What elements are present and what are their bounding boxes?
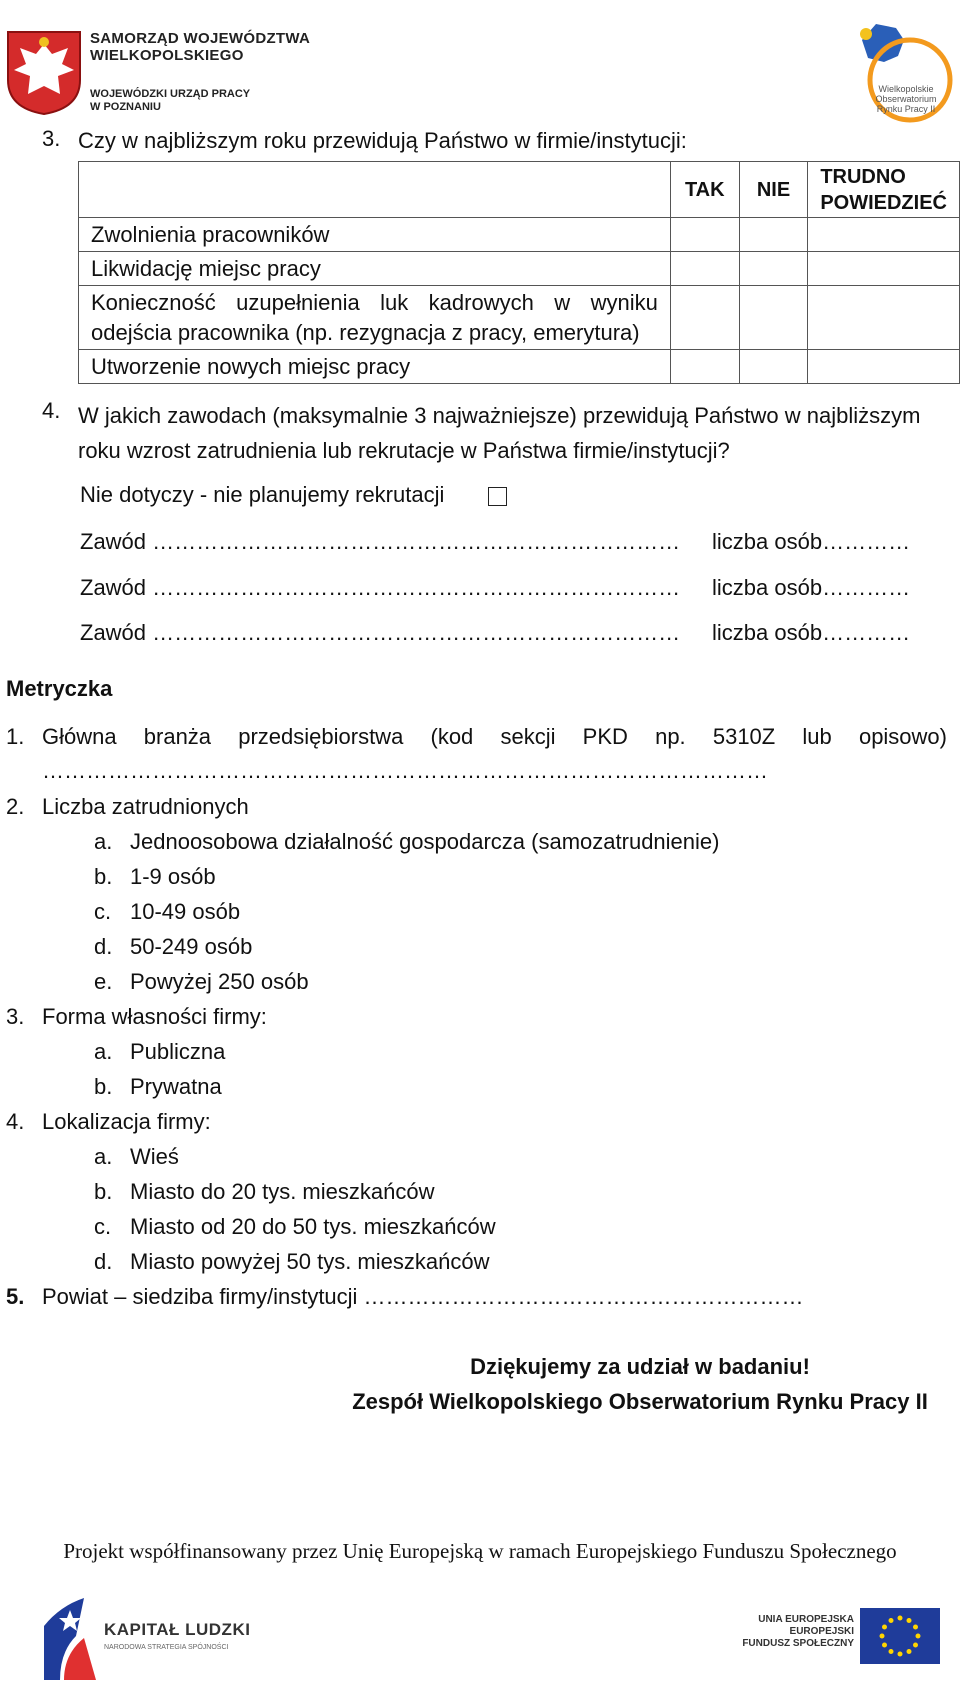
q3-col-nie: NIE [739,162,808,218]
q3-row [79,252,960,286]
logo-left-line1: SAMORZĄD WOJEWÓDZTWA [90,30,311,47]
q3-number: 3. [42,126,61,151]
option-label[interactable]: Wieś [130,1144,179,1169]
footer-cofinancing-note: Projekt współfinansowany przez Unię Europejską w ramach Europejskiego Funduszu Społecznego [63,1539,897,1563]
q3-cell-tak[interactable] [670,252,739,286]
meta-item-text: Forma własności firmy: [42,1004,267,1029]
q4-question-line2: roku wzrost zatrudnienia lub rekrutacje w Państwa firmie/instytucji? [78,438,730,463]
q3-cell-tak[interactable] [670,286,739,350]
q4-count-field[interactable]: liczba osób………… [712,575,911,600]
eu-flag-icon [860,1608,940,1664]
option-letter: d. [94,1249,113,1274]
q4-number: 4. [42,398,61,423]
logo-right-text [856,84,956,114]
option-label[interactable]: 50-249 osób [130,934,253,959]
option-letter: b. [94,1074,113,1099]
option-label[interactable]: 10-49 osób [130,899,241,924]
logo-left-line2: WIELKOPOLSKIEGO [90,47,244,64]
q4-not-applicable-checkbox[interactable] [488,487,507,506]
q3-row-label: Konieczność uzupełnienia luk kadrowych w wyniku odejścia pracownika (np. rezygnacja z pracy, emerytura) [79,286,671,350]
q4-occupation-field[interactable]: Zawód ……………………………………………………………… [80,620,681,645]
eu-text-line3: FUNDUSZ SPOŁECZNY [742,1638,854,1649]
option-letter: a. [94,1039,113,1064]
option-label[interactable]: Miasto do 20 tys. mieszkańców [130,1179,435,1204]
option-label[interactable]: Miasto od 20 do 50 tys. mieszkańców [130,1214,496,1239]
option-label[interactable]: Prywatna [130,1074,222,1099]
option-letter: b. [94,864,113,889]
meta-item-text[interactable]: Powiat – siedziba firmy/instytucji …………………………………………………… [42,1284,804,1309]
q4-question-line1: W jakich zawodach (maksymalnie 3 najważniejsze) przewidują Państwo w najbliższym [78,403,921,428]
kapital-ludzki-logo [40,1596,100,1680]
closing-team: Zespół Wielkopolskiego Obserwatorium Rynku Pracy II [352,1389,928,1414]
logo-left-title [90,30,310,64]
meta-item-number: 2. [6,794,25,819]
q3-row-label: Likwidację miejsc pracy [79,252,671,286]
q3-cell-nie[interactable] [739,252,808,286]
meta-item-blank-line[interactable]: ……………………………………………………………………………………… [42,758,768,783]
option-letter: d. [94,934,113,959]
q3-cell-tak[interactable] [670,350,739,384]
option-letter: e. [94,969,113,994]
option-label[interactable]: Miasto powyżej 50 tys. mieszkańców [130,1249,490,1274]
q3-cell-nie[interactable] [739,350,808,384]
eu-logo-text [742,1614,854,1650]
q4-count-field[interactable]: liczba osób………… [712,620,911,645]
meta-item-number: 4. [6,1109,25,1134]
q4-question [78,398,920,468]
logo-left-sub1: WOJEWÓDZKI URZĄD PRACY [90,88,251,100]
q3-question: Czy w najbliższym roku przewidują Państwo w firmie/instytucji: [78,128,687,153]
q4-occupation-field[interactable]: Zawód ……………………………………………………………… [80,529,681,554]
q4-occupation-field[interactable]: Zawód ……………………………………………………………… [80,575,681,600]
meta-item-text: Liczba zatrudnionych [42,794,249,819]
meta-item-number: 3. [6,1004,25,1029]
eu-flag [860,1608,940,1664]
kapital-ludzki-text: KAPITAŁ LUDZKI [104,1620,251,1639]
kapital-ludzki-subtext: NARODOWA STRATEGIA SPÓJNOŚCI [104,1644,229,1651]
option-letter: c. [94,899,112,924]
q3-cell-trudno[interactable] [808,286,960,350]
option-letter: a. [94,829,113,854]
q3-header-row [79,162,960,218]
q3-row [79,218,960,252]
q3-cell-trudno[interactable] [808,252,960,286]
option-label[interactable]: 1-9 osób [130,864,216,889]
kapital-ludzki-icon [40,1596,100,1680]
q3-row-label: Utworzenie nowych miejsc pracy [79,350,671,384]
option-letter: c. [94,1214,112,1239]
closing-thanks: Dziękujemy za udział w badaniu! [470,1354,810,1379]
meta-item-number: 5. [6,1284,25,1309]
option-label[interactable]: Jednoosobowa działalność gospodarcza (samozatrudnienie) [130,829,720,854]
option-label[interactable]: Publiczna [130,1039,226,1064]
meta-item-number: 1. [6,724,25,749]
q4-not-applicable-label: Nie dotyczy - nie planujemy rekrutacji [80,482,445,507]
logo-right-line2: Obserwatorium [875,94,937,104]
q3-cell-nie[interactable] [739,286,808,350]
metryczka-title: Metryczka [6,676,113,701]
logo-right-line1: Wielkopolskie [878,84,934,94]
meta-item-text: Lokalizacja firmy: [42,1109,211,1134]
q3-cell-nie[interactable] [739,218,808,252]
q3-col-trudno: TRUDNO POWIEDZIEĆ [808,162,960,218]
header-left-logo [6,30,82,116]
coat-of-arms-icon [6,30,82,116]
q4-count-field[interactable]: liczba osób………… [712,529,911,554]
q3-cell-tak[interactable] [670,218,739,252]
q3-row [79,286,960,350]
q3-cell-trudno[interactable] [808,350,960,384]
logo-left-subtitle [90,88,250,114]
q3-cell-trudno[interactable] [808,218,960,252]
q3-row [79,350,960,384]
q3-col-tak: TAK [670,162,739,218]
logo-left-sub2: W POZNANIU [90,101,161,113]
logo-right-line3: Rynku Pracy II [876,104,936,114]
option-letter: a. [94,1144,113,1169]
q3-table [78,161,960,384]
option-letter: b. [94,1179,113,1204]
q3-row-label: Zwolnienia pracowników [79,218,671,252]
eu-text-line1: UNIA EUROPEJSKA [758,1614,854,1625]
q3-header-blank [79,162,671,218]
option-label[interactable]: Powyżej 250 osób [130,969,309,994]
meta-item-text: Główna branża przedsiębiorstwa (kod sekcji PKD np. 5310Z lub opisowo) [42,724,947,749]
eu-text-line2: EUROPEJSKI [789,1626,854,1637]
